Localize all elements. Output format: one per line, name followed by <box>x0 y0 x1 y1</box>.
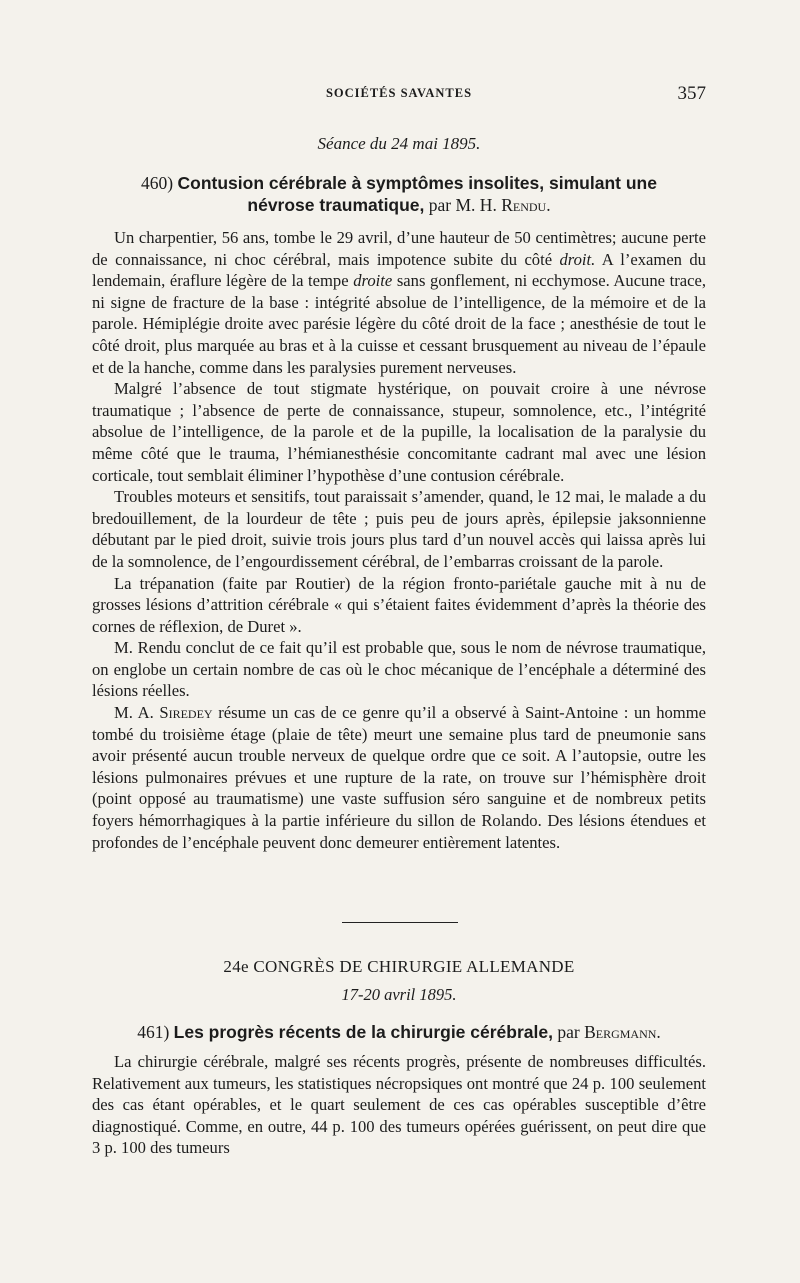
article-460-author: Rendu. <box>501 195 551 215</box>
article-461-paragraph: La chirurgie cérébrale, malgré ses récents progrès, présente de nombreuses difficultés. Relativement aux tumeurs, les statistiques nécropsiques ont montré que 24 p. 100 seulement des cas étant opérables, et le quart seulement de ces cas opérables susceptible d’être diagnostiqué. Comme, en outre, 44 p. 100 des tumeurs opérées guérissent, on peut dire que 3 p. 100 des tumeurs <box>92 1052 706 1158</box>
article-461-body <box>92 1051 706 1159</box>
article-460-body <box>92 227 706 853</box>
paragraph-3: Troubles moteurs et sensitifs, tout paraissait s’amender, quand, le 12 mai, le malade a du bredouillement, de la lourdeur de tête ; puis peu de jours après, épilepsie jaksonnienne débutant par le pied droit, suivie trois jours plus tard d’un nouvel accès qui laissa après lui de la somnolence, de l’engourdissement cérébral, de l’embarras croissant de la parole. <box>92 487 706 571</box>
paragraph-1-italic-droit: droit. <box>559 249 596 269</box>
journal-page <box>92 0 706 1283</box>
paragraph-6 <box>92 702 706 853</box>
paragraph-2: Malgré l’absence de tout stigmate hystérique, on pouvait croire à une névrose traumatique ; l’absence de perte de connaissance, stupeur, somnolence, etc., l’intégrité absolue de l’intelligence, de la parole et de la pupille, la localisation de la paralysie du même côté que le trauma, l’hémianesthésie concomitante cadrant mal avec une lésion corticale, tout semblait éliminer l’hypothèse d’une contusion cérébrale. <box>92 379 706 485</box>
congres-date: 17-20 avril 1895. <box>341 985 457 1004</box>
running-title: SOCIÉTÉS SAVANTES <box>325 86 473 100</box>
article-460-by: par M. H. <box>428 195 497 215</box>
paragraph-1-text-a: Un charpentier, 56 ans, tombe le 29 avril, d’une hauteur de 50 centimètres; aucune perte de connaissance, ni choc cérébral, mais impotence subite du côté <box>92 228 706 269</box>
article-461-number: 461) <box>137 1022 170 1042</box>
congres-title: 24e CONGRÈS DE CHIRURGIE ALLEMANDE <box>223 957 575 976</box>
paragraph-1-text-b: A l’examen du lendemain, éraflure légère de la tempe <box>92 249 706 291</box>
article-460-number: 460) <box>141 173 174 193</box>
paragraph-5: M. Rendu conclut de ce fait qu’il est probable que, sous le nom de névrose traumatique, on englobe un certain nombre de cas où le choc mécanique de l’encéphale a déterminé des lésions réelles. <box>92 638 706 701</box>
article-461-by: par <box>557 1022 580 1042</box>
article-460-title-line2 <box>92 194 706 216</box>
paragraph-1-text-c: sans gonflement, ni ecchymose. Aucune trace, ni signe de fracture de la base : intégrité absolue de l’intelligence, de la mémoire et de la parole. Hémiplégie droite avec parésie légère du côté droit de la face ; anesthésie de tout le côté droit, plus marquée au bras et à la cuisse et cessant brusquement au niveau de l’épaule et de la hanche, comme dans les paralysies purement nerveuses. <box>92 271 707 377</box>
paragraph-1-italic-droite: droite <box>353 271 393 291</box>
article-461-title-text: Les progrès récents de la chirurgie cérébrale, <box>173 1022 553 1042</box>
page-number: 357 <box>677 83 706 104</box>
section-divider <box>342 922 458 923</box>
article-460-title-part2: névrose traumatique, <box>247 195 425 215</box>
seance-date: Séance du 24 mai 1895. <box>317 134 481 153</box>
article-461-title <box>92 1021 706 1043</box>
paragraph-4: La trépanation (faite par Routier) de la région fronto-pariétale gauche mit à nu de grosses lésions d’attrition cérébrale « qui s’étaient faites évidemment d’après la théorie des cornes de réflexion, de Duret ». <box>92 573 706 636</box>
article-460-title <box>92 172 706 194</box>
paragraph-6-text-b: résume un cas de ce genre qu’il a observé à Saint-Antoine : un homme tombé du troisième étage (plaie de tête) meurt une semaine plus tard de pneumonie sans avoir présenté aucun trouble nerveux de quelque ordre que ce soit. A l’autopsie, outre les lésions pulmonaires prévues et une rupture de la rate, on trouve sur l’hémisphère droit (point opposé au traumatisme) une vaste suffusion séro sanguine et de nombreux petits foyers hémorrhagiques à la partie inférieure du sillon de Rolando. Des lésions étendues et profondes de l’encéphale peuvent donc demeurer entièrement latentes. <box>92 703 706 852</box>
paragraph-6-text-a: M. A. <box>114 703 154 723</box>
paragraph-1 <box>92 227 706 378</box>
running-head <box>92 83 706 106</box>
paragraph-6-author: Siredey <box>159 703 213 723</box>
article-460-title-part1: Contusion cérébrale à symptômes insolites, simulant une <box>177 173 657 193</box>
article-461-author: Bergmann. <box>584 1022 661 1042</box>
